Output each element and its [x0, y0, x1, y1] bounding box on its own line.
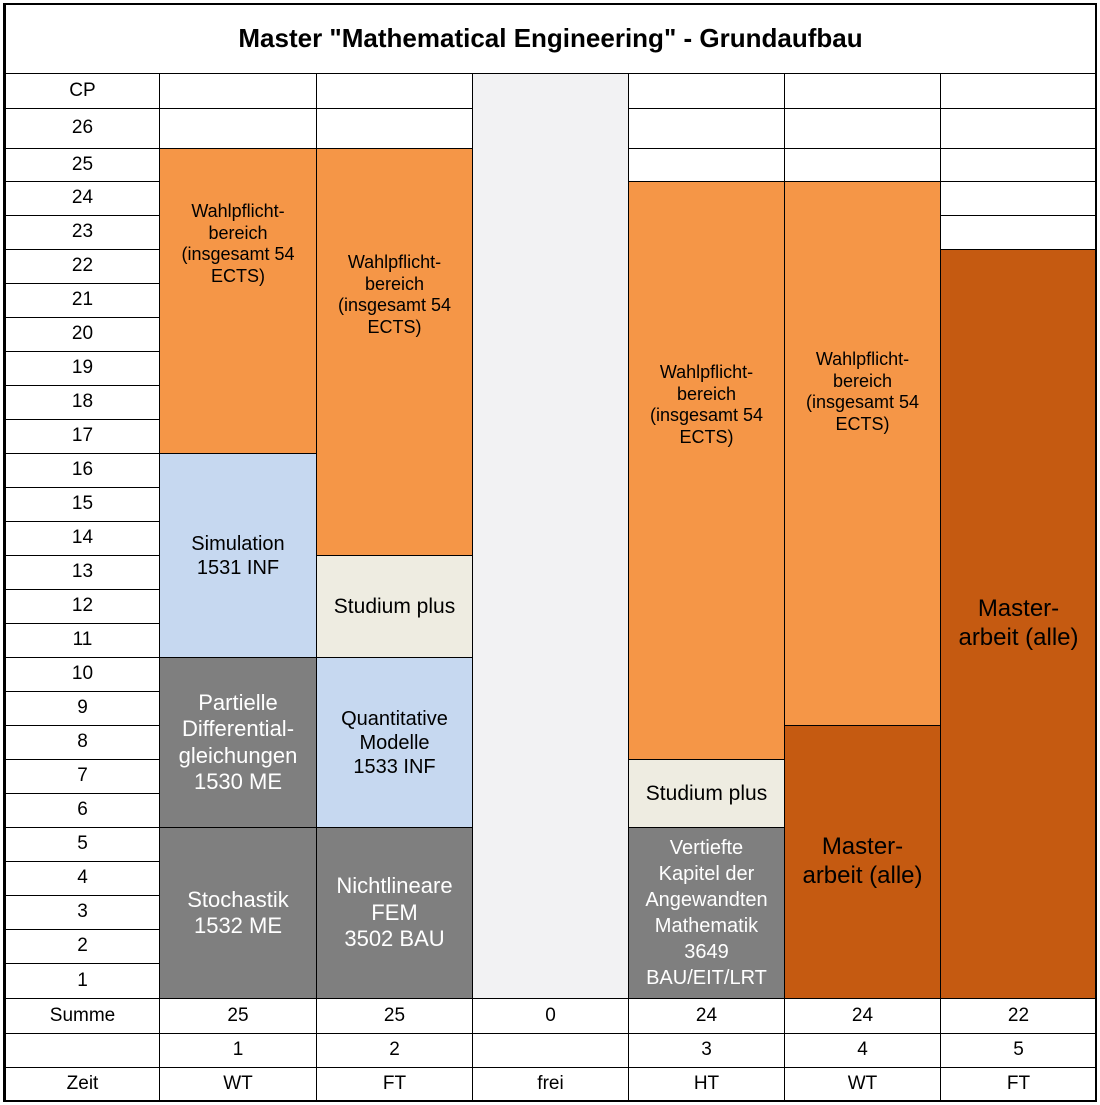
- empty-cell: [784, 108, 941, 149]
- cp-row-label: 20: [5, 317, 160, 352]
- wahlpflicht-block: [316, 148, 473, 556]
- cp-row-label: 22: [5, 249, 160, 284]
- cp-row-label: 16: [5, 453, 160, 488]
- module-block: [316, 657, 473, 828]
- wahlpflicht-block: [784, 181, 941, 726]
- summe-cell: 22: [940, 998, 1097, 1034]
- cp-row-label: 10: [5, 657, 160, 692]
- cp-row-label: 14: [5, 521, 160, 556]
- page-title: Master "Mathematical Engineering" - Grundaufbau: [5, 4, 1096, 74]
- block-label: Quantitative Modelle 1533 INF: [341, 707, 448, 778]
- summe-cell: 25: [316, 998, 473, 1034]
- zeit-cell: frei: [472, 1067, 629, 1102]
- studium-plus-block: [316, 555, 473, 658]
- cp-row-label: 13: [5, 555, 160, 590]
- studium-plus-block: [628, 759, 785, 828]
- block-label: Studium plus: [645, 781, 768, 805]
- empty-cell: [940, 181, 1097, 216]
- empty-cell: [784, 148, 941, 182]
- cp-row-label: 11: [5, 623, 160, 658]
- block-label: Wahlpflicht- bereich (insgesamt 54 ECTS): [805, 349, 920, 434]
- empty-cell: [159, 108, 317, 149]
- cp-row-label: 17: [5, 419, 160, 454]
- block-label: Nichtlineare FEM 3502 BAU: [336, 873, 453, 952]
- summe-label: Summe: [5, 998, 160, 1034]
- cp-row-label: 1: [5, 963, 160, 999]
- cp-row-label: 7: [5, 759, 160, 794]
- cp-row-label: 24: [5, 181, 160, 216]
- semester-number-cell: 3: [628, 1033, 785, 1068]
- cp-row-label: 2: [5, 929, 160, 964]
- zeit-label: Zeit: [5, 1067, 160, 1102]
- empty-cell: [628, 108, 785, 149]
- semester-number-cell: 1: [159, 1033, 317, 1068]
- cp-row-label: 19: [5, 351, 160, 386]
- cp-header: CP: [5, 73, 160, 109]
- summe-cell: 24: [784, 998, 941, 1034]
- cp-row-label: 8: [5, 725, 160, 760]
- module-block: [628, 827, 785, 999]
- empty-cell: [784, 73, 941, 109]
- empty-cell: [940, 215, 1097, 250]
- block-label: Stochastik 1532 ME: [187, 886, 289, 938]
- cp-row-label: 23: [5, 215, 160, 250]
- block-label: Vertiefte Kapitel der Angewandten Mathematik 3649 BAU/EIT/LRT: [645, 837, 768, 989]
- cp-row-label: 15: [5, 487, 160, 522]
- summe-cell: 24: [628, 998, 785, 1034]
- module-block: [159, 453, 317, 658]
- block-label: Master- arbeit (alle): [802, 833, 923, 889]
- zeit-cell: FT: [316, 1067, 473, 1102]
- zeit-cell: FT: [940, 1067, 1097, 1102]
- free-semester-column: [472, 73, 629, 999]
- module-block: [159, 657, 317, 828]
- semester-number-cell: 4: [784, 1033, 941, 1068]
- zeit-cell: WT: [784, 1067, 941, 1102]
- empty-cell: [316, 73, 473, 109]
- block-label: Wahlpflicht- bereich (insgesamt 54 ECTS): [649, 362, 764, 447]
- block-label: Wahlpflicht- bereich (insgesamt 54 ECTS): [337, 252, 452, 337]
- wahlpflicht-block: [628, 181, 785, 760]
- block-label: Wahlpflicht- bereich (insgesamt 54 ECTS): [181, 201, 295, 286]
- block-label: Simulation 1531 INF: [191, 532, 285, 579]
- cp-row-label: 25: [5, 148, 160, 182]
- cp-row-label: 18: [5, 385, 160, 420]
- semester-number-cell: 2: [316, 1033, 473, 1068]
- cp-row-label: 26: [5, 108, 160, 149]
- cp-row-label: 6: [5, 793, 160, 828]
- cp-row-label: 5: [5, 827, 160, 862]
- block-label: Master- arbeit (alle): [958, 595, 1079, 651]
- empty-cell: [316, 108, 473, 149]
- empty-cell: [159, 73, 317, 109]
- cp-row-label: 4: [5, 861, 160, 896]
- empty-cell: [628, 73, 785, 109]
- cp-row-label: 3: [5, 895, 160, 930]
- summe-cell: 25: [159, 998, 317, 1034]
- masterarbeit-block: [940, 249, 1097, 999]
- semester-number-label: [5, 1033, 160, 1068]
- cp-row-label: 12: [5, 589, 160, 624]
- summe-cell: 0: [472, 998, 629, 1034]
- empty-cell: [940, 108, 1097, 149]
- masterarbeit-block: [784, 725, 941, 999]
- module-block: [316, 827, 473, 999]
- zeit-cell: HT: [628, 1067, 785, 1102]
- wahlpflicht-block: [159, 148, 317, 454]
- empty-cell: [940, 73, 1097, 109]
- zeit-cell: WT: [159, 1067, 317, 1102]
- block-label: Studium plus: [333, 594, 456, 618]
- empty-cell: [940, 148, 1097, 182]
- module-block: [159, 827, 317, 999]
- block-label: Partielle Differential- gleichungen 1530 ME: [178, 689, 298, 794]
- cp-row-label: 9: [5, 691, 160, 726]
- semester-number-cell: [472, 1033, 629, 1068]
- semester-number-cell: 5: [940, 1033, 1097, 1068]
- cp-row-label: 21: [5, 283, 160, 318]
- empty-cell: [628, 148, 785, 182]
